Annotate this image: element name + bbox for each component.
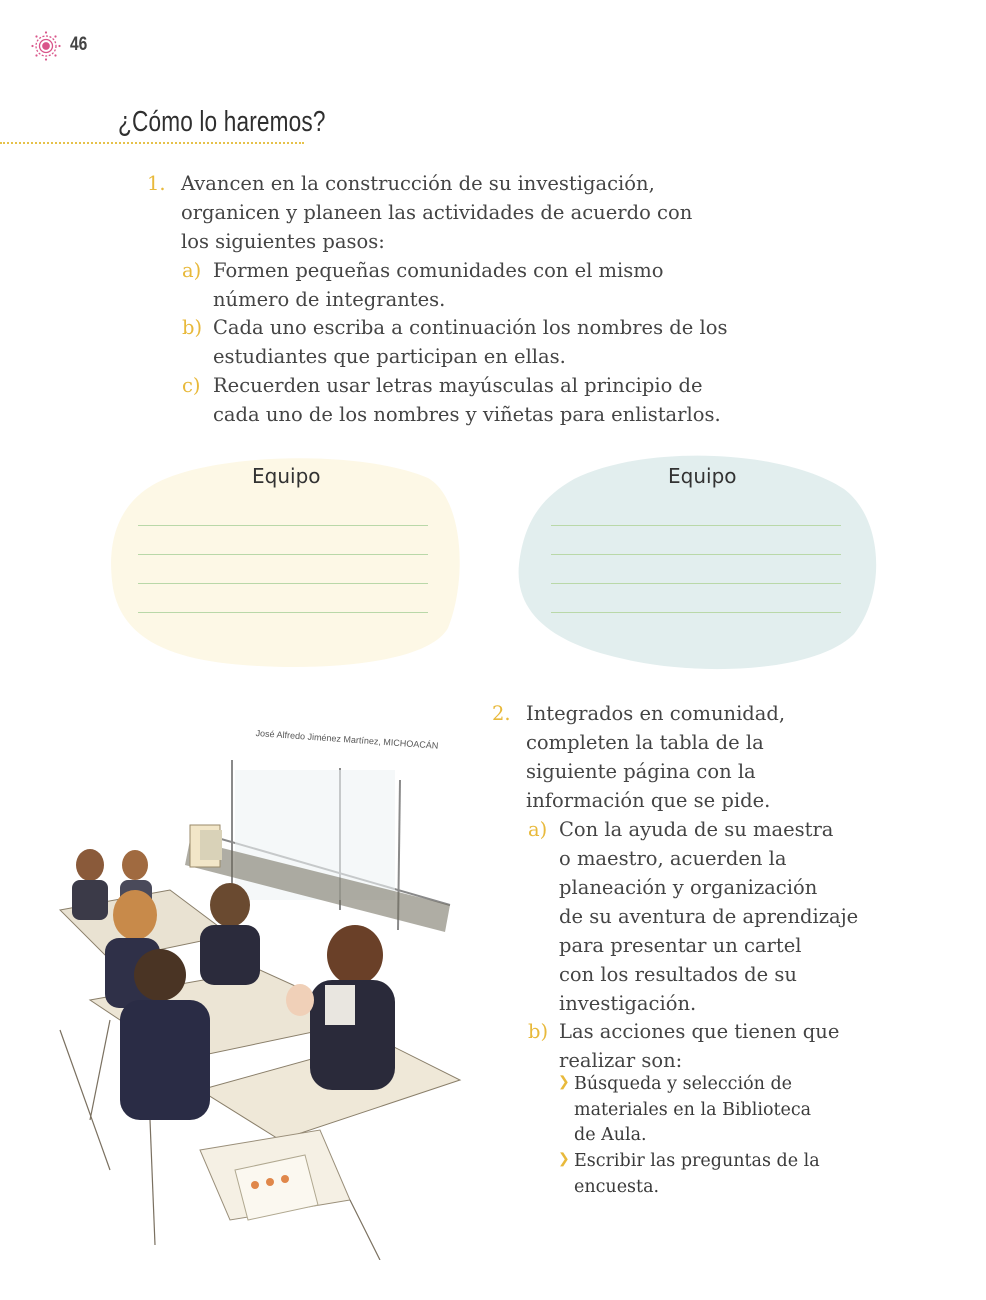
sun-ornament-icon (30, 30, 62, 62)
step-2b-line: realizar son: (559, 1049, 683, 1072)
team-2-write-line[interactable] (551, 612, 841, 613)
bullet-line: Búsqueda y selección de (574, 1074, 793, 1094)
bullet-line: de Aula. (574, 1125, 647, 1145)
step-1a-marker: a) (182, 259, 202, 282)
step-2-line: Integrados en comunidad, (526, 702, 786, 725)
step-2b-line: Las acciones que tienen que (559, 1020, 840, 1043)
step-2a-line: o maestro, acuerden la (559, 847, 787, 870)
step-2a-line: para presentar un cartel (559, 934, 802, 957)
page-number: 46 (70, 34, 88, 55)
team-1-title: Equipo (252, 464, 321, 488)
step-1-line: Avancen en la construcción de su investigación, (181, 172, 655, 195)
step-1-line: los siguientes pasos: (181, 230, 385, 253)
illustration-credit: José Alfredo Jiménez Martínez, MICHOACÁN (255, 728, 439, 751)
step-2a-marker: a) (528, 818, 548, 841)
title-underline (0, 142, 304, 144)
team-2-write-line[interactable] (551, 583, 841, 584)
team-2-write-line[interactable] (551, 554, 841, 555)
step-2a-line: investigación. (559, 992, 697, 1015)
bullet-line: materiales en la Biblioteca (574, 1100, 812, 1120)
step-2-number: 2. (492, 702, 511, 725)
team-1-write-line[interactable] (138, 612, 428, 613)
step-1b-line: Cada uno escriba a continuación los nombres de los (213, 316, 728, 339)
step-1b-line: estudiantes que participan en ellas. (213, 345, 566, 368)
team-2-write-line[interactable] (551, 525, 841, 526)
step-2-line: información que se pide. (526, 789, 771, 812)
team-1-write-line[interactable] (138, 525, 428, 526)
bullet-line: Escribir las preguntas de la (574, 1151, 820, 1171)
step-1c-marker: c) (182, 374, 201, 397)
bullet-line: encuesta. (574, 1177, 660, 1197)
team-2-title: Equipo (668, 464, 737, 488)
step-1c-line: cada uno de los nombres y viñetas para enlistarlos. (213, 403, 721, 426)
step-2a-line: de su aventura de aprendizaje (559, 905, 859, 928)
step-2a-line: con los resultados de su (559, 963, 797, 986)
step-1a-line: número de integrantes. (213, 288, 446, 311)
step-2a-line: Con la ayuda de su maestra (559, 818, 834, 841)
chevron-right-icon: ❯ (558, 1074, 570, 1090)
step-2a-line: planeación y organización (559, 876, 818, 899)
step-1c-line: Recuerden usar letras mayúsculas al principio de (213, 374, 703, 397)
team-1-write-line[interactable] (138, 583, 428, 584)
step-1b-marker: b) (182, 316, 203, 339)
section-title: ¿Cómo lo haremos? (118, 106, 326, 138)
step-1-line: organicen y planeen las actividades de acuerdo con (181, 201, 693, 224)
chevron-right-icon: ❯ (558, 1151, 570, 1167)
step-2-line: siguiente página con la (526, 760, 756, 783)
step-1-number: 1. (147, 172, 166, 195)
step-2-line: completen la tabla de la (526, 731, 764, 754)
step-2b-marker: b) (528, 1020, 549, 1043)
team-1-write-line[interactable] (138, 554, 428, 555)
step-1a-line: Formen pequeñas comunidades con el mismo (213, 259, 664, 282)
classroom-illustration (50, 700, 470, 1260)
